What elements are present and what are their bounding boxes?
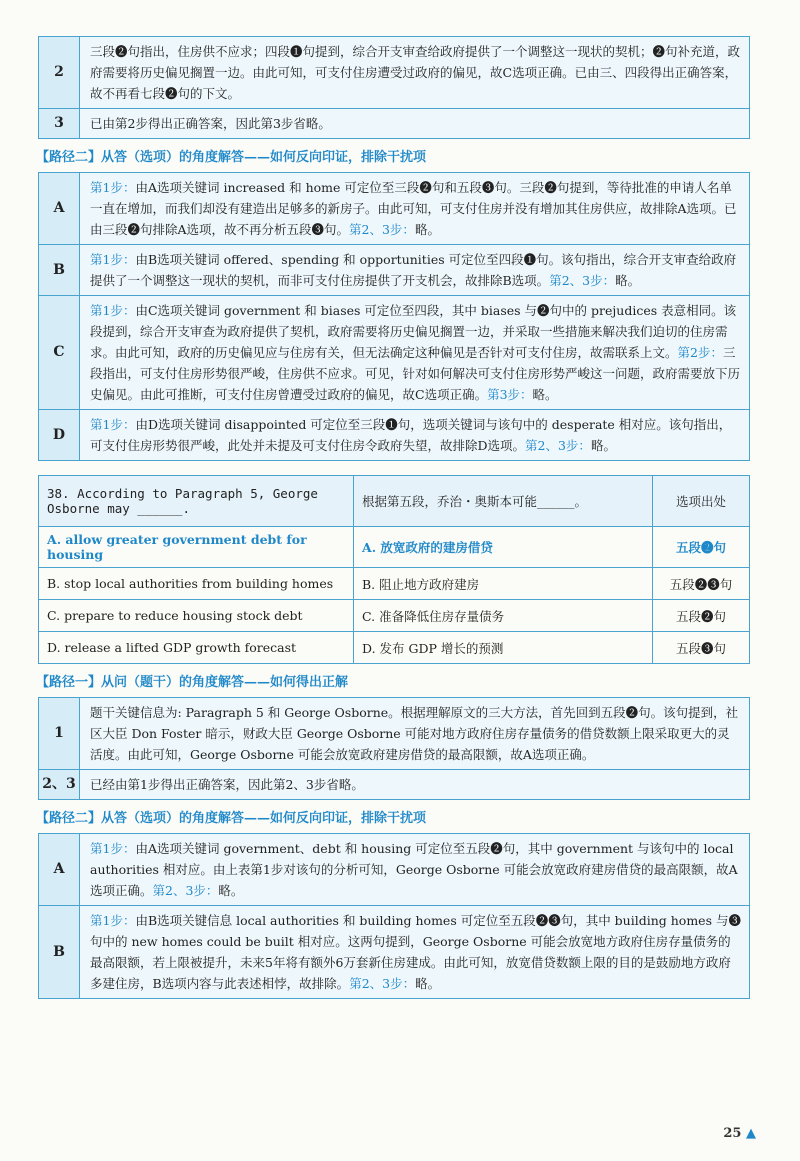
step-label: 第1步： (90, 417, 136, 432)
option-analysis (80, 245, 750, 296)
step-end: 略。 (615, 273, 641, 288)
step-label: 第1步： (90, 913, 136, 928)
table-row (39, 245, 750, 296)
step-label: 第3步： (487, 387, 533, 402)
table-row (39, 109, 750, 139)
step-body: 由D选项关键词 disappointed 可定位至三段❶句，选项关键词与该句中的 desperate 相对应。该句指出，可支付住房形势很严峻，此处并未提及可支付住房令政府失望，故排除D选项。 (90, 417, 732, 453)
option-source: 五段❷句 (653, 527, 750, 568)
table-row-correct (39, 527, 750, 568)
step-body: 由A选项关键词 government、debt 和 housing 可定位至五段❷句，其中 government 与该句中的 local authorities 相对应。由上表第1步对该句的分析可知，George Osborne 可能会放宽政府建房借贷的最高限额，故A选项正确。 (90, 841, 738, 898)
step-end: 略。 (532, 387, 558, 402)
q38-steps-table (38, 697, 750, 800)
step-label: 第1步： (90, 252, 136, 267)
option-key: A (39, 834, 80, 906)
page-number-text: 25 (723, 1126, 742, 1141)
step-end: 略。 (414, 222, 440, 237)
option-key: C (39, 296, 80, 410)
option-source: 五段❷❸句 (653, 568, 750, 600)
step-label: 第2、3步： (525, 438, 591, 453)
table-row (39, 600, 750, 632)
q38-question-table (38, 475, 750, 664)
step-body: 三段指出，可支付住房形势很严峻，住房供不应求。可见，针对如何解决可支付住房形势严峻这一问题，政府需要放下历史偏见。由此可推断，可支付住房曾遭受过政府的偏见，故C选项正确。 (90, 345, 741, 402)
step-end: 略。 (415, 976, 441, 991)
source-header: 选项出处 (653, 476, 750, 527)
option-analysis (80, 906, 750, 999)
step-label: 第1步： (90, 841, 136, 856)
q38-path2-title: 【路径二】从答（选项）的角度解答——如何反向印证，排除干扰项 (36, 811, 427, 826)
table-row (39, 698, 750, 770)
option-en: B. stop local authorities from building homes (39, 568, 354, 600)
q38-path1-title: 【路径一】从问（题干）的角度解答——如何得出正解 (36, 675, 349, 690)
option-key: B (39, 906, 80, 999)
step-label: 第1步： (90, 303, 136, 318)
option-key: D (39, 410, 80, 461)
option-analysis (80, 173, 750, 245)
table-row (39, 37, 750, 109)
step-text: 已经由第1步得出正确答案，因此第2、3步省略。 (80, 770, 750, 800)
graduation-cap-icon: ▲ (746, 1126, 756, 1141)
step-label: 第2步： (677, 345, 723, 360)
option-analysis (80, 296, 750, 410)
step-end: 略。 (590, 438, 616, 453)
option-en: A. allow greater government debt for housing (39, 527, 354, 568)
step-end: 略。 (218, 883, 244, 898)
step-text: 已由第2步得出正确答案，因此第3步省略。 (80, 109, 750, 139)
step-key: 2 (39, 37, 80, 109)
step-body: 由B选项关键信息 local authorities 和 building homes 可定位至五段❷❸句，其中 building homes 与❸句中的 new homes could be built 相对应。这两句提到，George Osborne 可能会放宽地方政府住房存量债务的最高限额，若上限被提升，未来5年将有额外6万套新住房建成。由此可知，放宽借贷数额上限的目的是鼓励地方政府多建住房，B选项内容与此表述相悖，故排除。 (90, 913, 741, 991)
q37-steps-table (38, 36, 750, 139)
step-text: 题干关键信息为: Paragraph 5 和 George Osborne。根据理解原文的三大方法，首先回到五段❷句。该句提到，社区大臣 Don Foster 暗示，财政大臣 George Osborne 可能对地方政府住房存量债务的借贷数额上限采取更大的灵活度。由此可知，George Osborne 可能会放宽政府建房借贷的最高限额，故A选项正确。 (80, 698, 750, 770)
step-text: 三段❷句指出，住房供不应求；四段❶句提到，综合开支审查给政府提供了一个调整这一现状的契机；❷句补充道，政府需要将历史偏见搁置一边。由此可知，可支付住房遭受过政府的偏见，故C选项正确。已由三、四段得出正确答案，故不再看七段❷句的下文。 (80, 37, 750, 109)
table-row (39, 834, 750, 906)
table-row (39, 770, 750, 800)
table-header-row (39, 476, 750, 527)
option-key: B (39, 245, 80, 296)
table-row (39, 410, 750, 461)
step-label: 第1步： (90, 180, 136, 195)
q38-options-table (38, 833, 750, 999)
option-key: A (39, 173, 80, 245)
step-body: 由C选项关键词 government 和 biases 可定位至四段，其中 biases 与❷句中的 prejudices 表意相同。该段提到，综合开支审查为政府提供了契机，政府需要将历史偏见搁置一边，并采取一些措施来解决我们迫切的住房需求。由此可知，政府的历史偏见应与住房有关，但无法确定这种偏见是否针对可支付住房，故需联系上文。 (90, 303, 737, 360)
question-stem-en: 38. According to Paragraph 5, George Osborne may ______. (39, 476, 354, 527)
step-key: 3 (39, 109, 80, 139)
option-cn: B. 阻止地方政府建房 (354, 568, 653, 600)
q37-options-table (38, 172, 750, 461)
table-row (39, 568, 750, 600)
option-en: D. release a lifted GDP growth forecast (39, 632, 354, 664)
step-label: 第2、3步： (549, 273, 616, 288)
option-en: C. prepare to reduce housing stock debt (39, 600, 354, 632)
step-label: 第2、3步： (349, 976, 416, 991)
option-analysis (80, 410, 750, 461)
step-key: 2、3 (39, 770, 80, 800)
question-stem-cn: 根据第五段，乔治・奥斯本可能______。 (354, 476, 653, 527)
option-cn: A. 放宽政府的建房借贷 (354, 527, 653, 568)
table-row (39, 906, 750, 999)
option-cn: D. 发布 GDP 增长的预测 (354, 632, 653, 664)
step-label: 第2、3步： (152, 883, 219, 898)
table-row (39, 296, 750, 410)
q37-path2-title: 【路径二】从答（选项）的角度解答——如何反向印证，排除干扰项 (36, 150, 427, 165)
page-content (38, 36, 750, 999)
step-body: 由B选项关键词 offered、spending 和 opportunities 可定位至四段❶句。该句指出，综合开支审查给政府提供了一个调整这一现状的契机，而非可支付住房提供了开支机会，故排除B选项。 (90, 252, 737, 288)
page-number (723, 1126, 756, 1141)
table-row (39, 173, 750, 245)
table-row (39, 632, 750, 664)
option-cn: C. 准备降低住房存量债务 (354, 600, 653, 632)
option-source: 五段❸句 (653, 632, 750, 664)
step-key: 1 (39, 698, 80, 770)
option-source: 五段❷句 (653, 600, 750, 632)
option-analysis (80, 834, 750, 906)
step-body: 由A选项关键词 increased 和 home 可定位至三段❷句和五段❸句。三段❷句提到，等待批准的申请人名单一直在增加，而我们却没有建造出足够多的新房子。由此可知，可支付住房并没有增加其住房供应，故排除A选项。已由三段❷句排除A选项，故不再分析五段❸句。 (90, 180, 737, 237)
step-label: 第2、3步： (349, 222, 415, 237)
